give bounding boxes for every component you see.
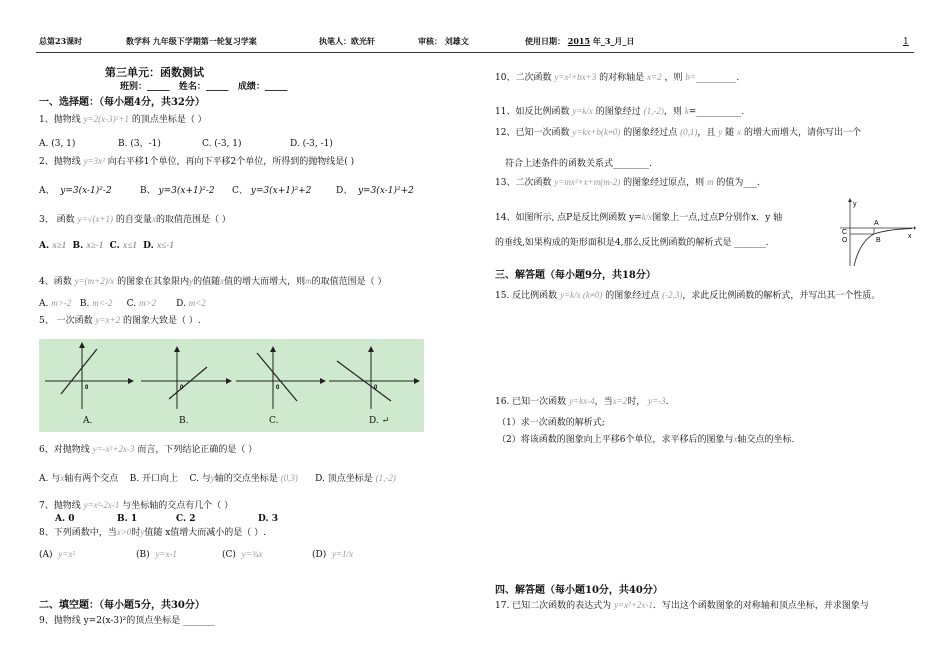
subject-label: 数学科 九年级下学期第一轮复习学案	[126, 36, 257, 46]
question-2: 2、抛物线 y=3x² 向右平移1个单位，再向下平移2个单位，所得到的抛物线是( )	[39, 156, 355, 167]
graph-b[interactable]	[141, 349, 229, 409]
date-year: 2015	[567, 36, 591, 46]
graph-c[interactable]	[236, 349, 323, 409]
question-17: 17. 已知二次函数的表达式为 y=x²+2x-1．写出这个函数图象的对称轴和顶点坐标，并求图象与	[495, 600, 869, 611]
section1-heading: 一、选择题：（每小题4分，共32分）	[39, 97, 205, 108]
q7-option-d: D. 3	[258, 514, 279, 524]
section2-heading: 二、填空题：（每小题5分，共30分）	[39, 600, 205, 611]
question-4: 4、函数 y=(m+2)/x 的图象在其象限内y的值随x值的增大而增大，则m的取值范围是（ ）	[39, 276, 387, 287]
question-12: 12、已知一次函数 y=kx+b(k≠0) 的图象经过点 (0,1)，且 y 随 x 的增大而增大，请你写出一个	[495, 127, 861, 138]
question-11: 11、如反比例函数 y=k/x 的图象经过 (1,-2)，则 k=__________.	[495, 106, 745, 117]
question-3: 3、 函数 y=√(x+1) 的自变量x的取值范围是（ ）	[39, 214, 231, 225]
fig-label-y: y	[853, 201, 857, 208]
fig-label-o: O	[842, 237, 848, 244]
q1-option-d: D. (-3, -1)	[290, 139, 333, 149]
header-rule	[36, 52, 914, 53]
q16-part-1: （1）求一次函数的解析式;	[497, 418, 605, 428]
student-info: 班别：_____ 姓名：_____ 成绩：_____	[120, 82, 288, 92]
question-5: 5、 一次函数 y=x+2 的图象大致是（ ）.	[39, 315, 201, 326]
question-15: 15. 反比例函数 y=k/x (k≠0) 的图象经过点 (-2,3)，求此反比例函数的解析式，并写出其一个性质。	[495, 290, 881, 301]
q1-option-c: C. (-3, 1)	[202, 139, 242, 149]
graph-a-label: A.	[83, 416, 93, 426]
fig-label-x: x	[908, 233, 912, 240]
q2-option-b: B、 y=3(x+1)²-2	[140, 186, 215, 196]
fig-label-a: A	[874, 220, 879, 227]
question-12-line2: 符合上述条件的函数关系式________.	[505, 159, 652, 169]
q14-figure	[836, 198, 916, 268]
q7-option-a: A. 0	[55, 514, 75, 524]
section4-heading: 四、解答题（每小题10分，共40分）	[495, 585, 663, 596]
section3-heading: 三、解答题（每小题9分，共18分）	[495, 270, 656, 281]
q5-graph-panel	[39, 339, 424, 432]
question-8: 8、下列函数中，当x>0时y值随 x值增大而减小的是（ ）.	[39, 527, 266, 538]
q7-option-b: B. 1	[117, 514, 138, 524]
question-14: 14、如图所示, 点P是反比例函数 y=k/x图象上一点,过点P分别作x．y 轴	[495, 212, 783, 223]
graph-d-label: D. ↵	[369, 416, 390, 426]
q1-option-b: B. (3，-1)	[118, 139, 161, 149]
svg-text:0: 0	[85, 385, 89, 391]
question-14-line2: 的垂线,如果构成的矩形面积是4,那么反比例函数的解析式是 _______.	[495, 238, 769, 248]
graph-b-label: B.	[179, 416, 189, 426]
q8-option-a: (A) y=x²	[39, 549, 76, 560]
q2-option-d: D、 y=3(x-1)²+2	[336, 186, 414, 196]
svg-text:0: 0	[180, 385, 184, 391]
question-6: 6、对抛物线 y=-x²+2x-3 而言，下列结论正确的是（ ）	[39, 444, 258, 455]
q6-options: A. 与x轴有两个交点 B. 开口向上 C. 与y轴的交点坐标是 (0,3) D. 顶点坐标是 (1,-2)	[39, 473, 396, 484]
author-label: 执笔人：欧光轩	[319, 36, 375, 46]
q16-part-2: （2）将该函数的图象向上平移6个单位，求平移后的图象与x轴交点的坐标.	[497, 434, 795, 445]
q5-graphs	[39, 339, 424, 432]
q1-option-a: A. (3, 1)	[39, 139, 76, 149]
svg-text:0: 0	[276, 385, 280, 391]
q7-option-c: C. 2	[176, 514, 196, 524]
question-13: 13、二次函数 y=mx²+x+m(m-2) 的图象经过原点，则 m 的值为___.	[495, 177, 760, 188]
lesson-number: 总第23课时	[39, 36, 83, 46]
q2-option-c: C、 y=3(x+1)²+2	[232, 186, 312, 196]
graph-d[interactable]	[329, 349, 417, 409]
question-7: 7、抛物线 y=x²-2x-1 与坐标轴的交点有几个（ ）	[39, 500, 234, 511]
page-number: 1	[903, 37, 909, 47]
question-1: 1、抛物线 y=2(x-3)²+1 的顶点坐标是（ ）	[39, 114, 207, 125]
q8-option-d: (D) y=1/x	[312, 549, 354, 560]
page-title: 第三单元：函数测试	[105, 66, 204, 79]
formula: y=2(x-3)²+1	[83, 114, 129, 124]
q4-options: A. m>-2 B. m<-2 C. m>2 D. m<2	[39, 298, 206, 309]
q8-option-c: (C) y=¾x	[222, 549, 263, 560]
q8-option-b: (B) y=x-1	[136, 549, 177, 560]
question-10: 10、二次函数 y=x²+bx+3 的对称轴是 x=2 ，则 b=_________.	[495, 72, 740, 83]
date-label: 使用日期： 2015 年_3_月_日	[525, 36, 635, 46]
fig-label-c: C	[842, 229, 848, 236]
fig-label-b: B	[876, 237, 881, 244]
question-9: 9、抛物线 y=2(x-3)²的顶点坐标是 _______	[39, 616, 215, 626]
reviewer-label: 审核： 刘雄文	[418, 36, 469, 46]
q3-options: A. x≥1 B. x≥-1 C. x≤1 D. x≤-1	[39, 240, 174, 251]
q2-option-a: A、 y=3(x-1)²-2	[39, 186, 112, 196]
graph-a[interactable]	[45, 345, 131, 409]
svg-text:0: 0	[374, 385, 378, 391]
graph-c-label: C.	[269, 416, 279, 426]
question-16: 16. 已知一次函数 y=kx-4，当x=2时， y=-3.	[495, 396, 669, 407]
